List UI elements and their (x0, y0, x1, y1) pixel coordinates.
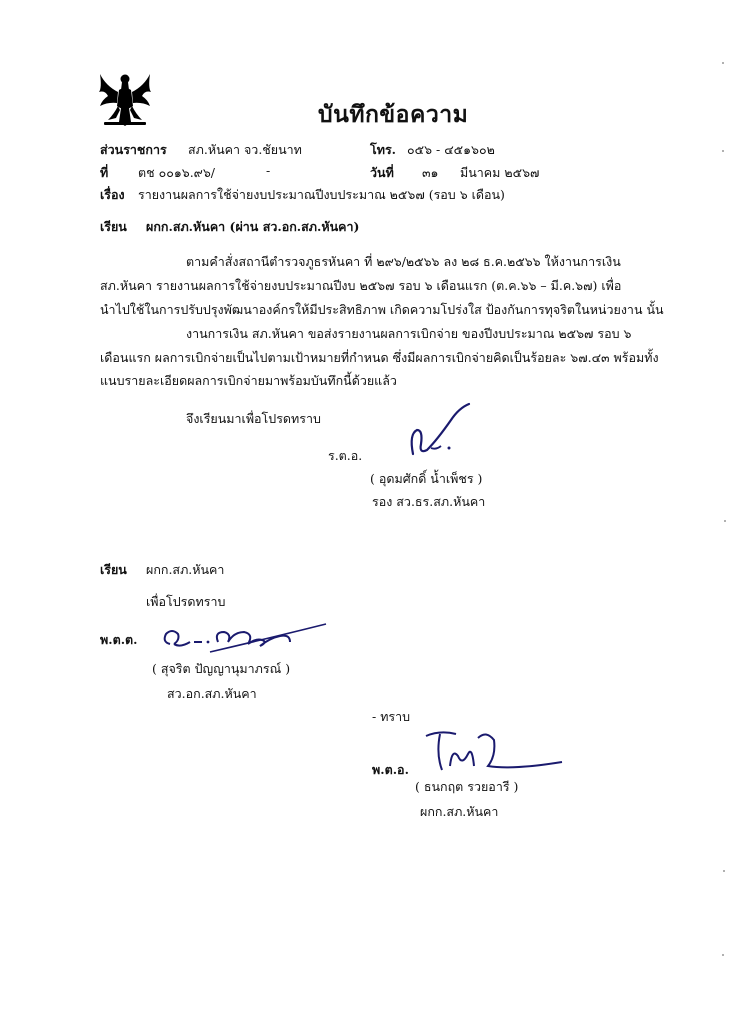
body-paragraph-2-line-3: แนบรายละเอียดผลการเบิกจ่ายมาพร้อมบันทึกนี้ด้วยแล้ว (100, 373, 397, 388)
scan-speck (723, 870, 725, 872)
signer3-signature (422, 726, 572, 780)
memo-title: บันทึกข้อความ (318, 101, 469, 128)
reference-label: ที่ (100, 165, 109, 180)
department-value: สภ.หันคา จว.ชัยนาท (188, 142, 302, 157)
scan-speck (722, 62, 724, 64)
signer2-signature (150, 608, 340, 658)
signer3-position: ผกก.สภ.หันคา (420, 804, 499, 819)
forward-salutation-label: เรียน (100, 562, 127, 577)
subject-value: รายงานผลการใช้จ่ายงบประมาณปีงบประมาณ ๒๕๖๗ (รอบ ๖ เดือน) (138, 187, 505, 202)
closing-line: จึงเรียนมาเพื่อโปรดทราบ (186, 411, 321, 426)
garuda-emblem (96, 70, 154, 128)
scan-speck (722, 150, 724, 152)
signer2-prefix: พ.ต.ต. (100, 632, 138, 647)
body-paragraph-1-line-1: ตามคำสั่งสถานีตำรวจภูธรหันคา ที่ ๒๙๖/๒๕๖๖ ลง ๒๘ ธ.ค.๒๕๖๖ ให้งานการเงิน (186, 254, 621, 269)
salutation-label: เรียน (100, 219, 127, 234)
date-label: วันที่ (370, 165, 394, 180)
body-paragraph-1-line-3: นำไปใช้ในการปรับปรุงพัฒนาองค์กรให้มีประสิทธิภาพ เกิดความโปร่งใส ป้องกันการทุจริตในหน่วยงาน นั้น (100, 302, 664, 317)
date-day: ๓๑ (422, 165, 439, 180)
signer1-signature (403, 400, 483, 460)
body-paragraph-2-line-1: งานการเงิน สภ.หันคา ขอส่งรายงานผลการเบิกจ่าย ของปีงบประมาณ ๒๕๖๗ รอบ ๖ (186, 326, 632, 341)
subject-label: เรื่อง (100, 187, 125, 202)
signer1-position: รอง สว.ธร.สภ.หันคา (372, 494, 486, 509)
acknowledgement-note: - ทราบ (372, 709, 411, 724)
body-paragraph-2-line-2: เดือนแรก ผลการเบิกจ่ายเป็นไปตามเป้าหมายที่กำหนด ซึ่งมีผลการเบิกจ่ายคิดเป็นร้อยละ ๖๗.๔๓ พร้อมทั้ง (100, 350, 659, 365)
signer2-name: ( สุจริต ปัญญานุมาภรณ์ ) (152, 661, 291, 676)
phone-label: โทร. (370, 142, 397, 157)
scan-speck (724, 520, 726, 522)
reference-dash: - (266, 163, 271, 178)
forward-note: เพื่อโปรดทราบ (146, 594, 226, 609)
signer3-prefix: พ.ต.อ. (372, 762, 409, 777)
reference-value: ตช ๐๐๑๖.๙๖/ (138, 165, 215, 180)
signer1-prefix: ร.ต.อ. (328, 448, 363, 463)
signer1-name: ( อุดมศักดิ์ น้ำเพ็ชร ) (370, 471, 483, 486)
signer2-position: สว.อก.สภ.หันคา (167, 686, 257, 701)
phone-value: ๐๕๖ - ๔๕๑๖๐๒ (407, 142, 495, 157)
department-label: ส่วนราชการ (100, 142, 167, 157)
forward-salutation-value: ผกก.สภ.หันคา (146, 562, 225, 577)
body-paragraph-1-line-2: สภ.หันคา รายงานผลการใช้จ่ายงบประมาณปีงบ ๒๕๖๗ รอบ ๖ เดือนแรก (ต.ค.๖๖ – มี.ค.๖๗) เพื่อ (100, 278, 622, 293)
signer3-name: ( ธนกฤต รวยอารี ) (415, 779, 519, 794)
scan-speck (722, 954, 724, 956)
salutation-value: ผกก.สภ.หันคา (ผ่าน สว.อก.สภ.หันคา) (146, 219, 360, 234)
date-month-year: มีนาคม ๒๕๖๗ (460, 165, 540, 180)
